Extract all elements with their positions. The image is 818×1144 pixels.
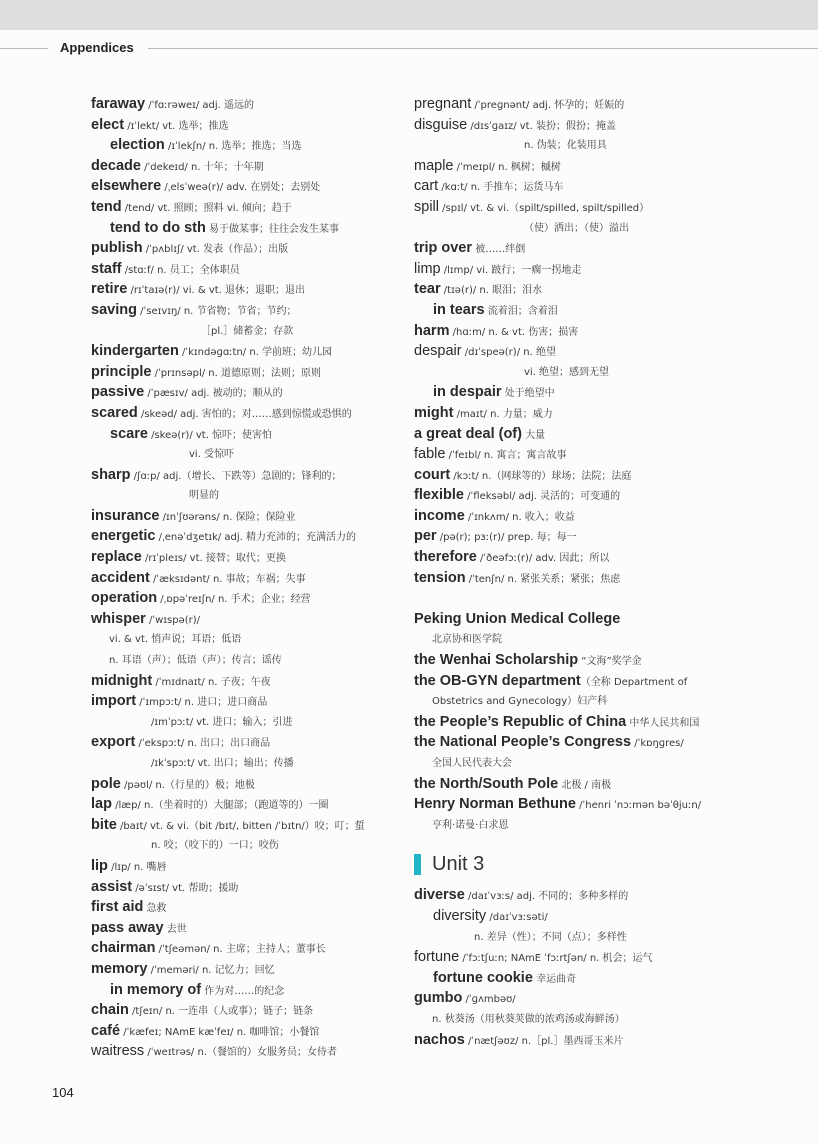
glossary-entry xyxy=(91,1021,411,1042)
glossary-entry xyxy=(414,176,744,197)
definition: /rɪˈpleɪs/ vt. 接替；取代；更换 xyxy=(141,553,286,565)
headword: staff xyxy=(91,260,122,277)
definition: /ˈɪnkʌm/ n. 收入；收益 xyxy=(464,511,575,523)
definition: /stɑːf/ n. 员工；全体职员 xyxy=(121,264,240,276)
glossary-entry xyxy=(414,609,744,630)
headword: tension xyxy=(414,569,466,586)
headword: despair xyxy=(414,343,462,360)
glossary-entry xyxy=(91,774,411,795)
definition: /kɔːt/ n.（网球等的）球场；法院；法庭 xyxy=(450,470,632,482)
glossary-entry xyxy=(414,526,744,547)
page-number: 104 xyxy=(52,1085,74,1100)
glossary-entry xyxy=(91,526,411,547)
definition: /ˈæksɪdənt/ n. 事故；车祸；失事 xyxy=(149,573,306,585)
glossary-entry xyxy=(91,1000,411,1021)
definition: /ˈðeəfɔː(r)/ adv. 因此；所以 xyxy=(476,553,610,565)
definition: 北京协和医学院 xyxy=(432,634,502,646)
definition: 大量 xyxy=(521,429,546,441)
headword: principle xyxy=(91,363,152,380)
unit-title: Unit 3 xyxy=(432,853,485,876)
glossary-entry xyxy=(414,927,744,948)
glossary-entry xyxy=(414,815,744,836)
glossary-entry xyxy=(414,156,744,177)
definition: /kɑːt/ n. 手推车；运货马车 xyxy=(438,182,564,194)
headword: maple xyxy=(414,157,454,174)
definition: 去世 xyxy=(163,923,187,935)
left-column xyxy=(91,94,411,1062)
definition: 急救 xyxy=(143,903,167,915)
glossary-entry xyxy=(414,885,744,906)
glossary-entry xyxy=(91,1041,411,1062)
header-rule-right xyxy=(148,48,818,49)
glossary-entry xyxy=(91,568,411,589)
glossary-entry xyxy=(414,671,744,692)
glossary-entry xyxy=(91,753,411,774)
glossary-entry xyxy=(414,1030,744,1051)
glossary-entry xyxy=(414,218,744,239)
definition: /dɪˈspeə(r)/ n. 绝望 xyxy=(461,347,556,359)
glossary-entry xyxy=(91,218,411,239)
definition: 作为对……的纪念 xyxy=(201,985,285,997)
glossary-entry xyxy=(414,691,744,712)
glossary-entry xyxy=(414,906,744,927)
glossary-entry xyxy=(414,115,744,136)
glossary-entry xyxy=(414,238,744,259)
glossary-entry xyxy=(414,629,744,650)
headword: gumbo xyxy=(414,990,463,1007)
definition: /ˌɒpəˈreɪʃn/ n. 手术；企业；经营 xyxy=(157,594,311,606)
definition: /ˈfleksəbl/ adj. 灵活的；可变通的 xyxy=(463,491,621,503)
headword: accident xyxy=(91,569,150,586)
definition: /ˈkɒŋɡres/ xyxy=(631,738,684,750)
headword: the North/South Pole xyxy=(414,775,559,792)
definition: /tɪə(r)/ n. 眼泪；泪水 xyxy=(440,285,543,297)
definition: /tend/ vt. 照顾；照料 vi. 倾向；趋于 xyxy=(121,202,292,214)
right-column xyxy=(414,94,744,1050)
spacer xyxy=(414,835,744,843)
headword: cart xyxy=(414,178,439,195)
glossary-entry xyxy=(91,712,411,733)
glossary-entry xyxy=(91,938,411,959)
definition: /ˈɪmpɔːt/ n. 进口；进口商品 xyxy=(136,697,268,709)
headword: decade xyxy=(91,157,141,174)
definition: /maɪt/ n. 力量；威力 xyxy=(453,408,553,420)
headword: pass away xyxy=(91,919,164,936)
glossary-entry xyxy=(91,94,411,115)
glossary-entry xyxy=(91,691,411,712)
definition: ［pl.］储蓄金；存款 xyxy=(201,325,294,337)
definition: /dɪsˈɡaɪz/ vt. 装扮；假扮；掩盖 xyxy=(467,120,616,132)
headword: chain xyxy=(91,1002,129,1019)
definition: /lɪmp/ vi. 跛行；一瘸一拐地走 xyxy=(440,264,582,276)
headword: diversity xyxy=(433,907,487,924)
headword: disguise xyxy=(414,116,468,133)
glossary-entry xyxy=(91,835,411,856)
glossary-entry xyxy=(91,506,411,527)
headword: Henry Norman Bethune xyxy=(414,796,576,813)
headword: energetic xyxy=(91,528,156,545)
definition: /ˈfeɪbl/ n. 寓言；寓言故事 xyxy=(445,450,567,462)
headword: Peking Union Medical College xyxy=(414,610,621,627)
glossary-entry xyxy=(91,444,411,465)
definition: /ˈhenri ˈnɔːmən bəˈθjuːn/ xyxy=(575,800,702,812)
headword: the Wenhai Scholarship xyxy=(414,652,579,669)
glossary-entry xyxy=(91,897,411,918)
headword: memory xyxy=(91,960,148,977)
glossary-entry xyxy=(414,774,744,795)
definition: “文海”奖学金 xyxy=(578,656,642,668)
glossary-entry xyxy=(414,506,744,527)
headword: the National People’s Congress xyxy=(414,734,632,751)
definition: 幸运曲奇 xyxy=(532,973,577,985)
glossary-entry xyxy=(414,424,744,445)
headword: fortune cookie xyxy=(433,969,533,986)
headword: whisper xyxy=(91,610,146,627)
glossary-entry xyxy=(91,547,411,568)
headword: retire xyxy=(91,281,128,298)
glossary-entry xyxy=(91,115,411,136)
definition: n. 耳语（声）；低语（声）；传言；谣传 xyxy=(109,655,282,667)
headword: elect xyxy=(91,116,125,133)
definition: /ˈfɔːtʃuːn; NAmE ˈfɔːrtʃən/ n. 机会；运气 xyxy=(459,953,653,965)
definition: /ˈdekeɪd/ n. 十年；十年期 xyxy=(140,161,264,173)
definition: /ˈseɪvɪŋ/ n. 节省物；节省；节约； xyxy=(136,305,297,317)
definition: /ˈtenʃn/ n. 紧张关系；紧张；焦虑 xyxy=(465,573,621,585)
glossary-entry xyxy=(414,650,744,671)
headword: lip xyxy=(91,857,108,874)
headword: elsewhere xyxy=(91,178,162,195)
definition: 北极 / 南极 xyxy=(558,779,612,791)
glossary-entry xyxy=(414,568,744,589)
headword: trip over xyxy=(414,240,473,257)
headword: import xyxy=(91,693,137,710)
definition: /skeə(r)/ vt. 惊吓；使害怕 xyxy=(147,429,273,441)
definition: /læp/ n.（坐着时的）大腿部；（跑道等的）一圈 xyxy=(111,800,329,812)
headword: scared xyxy=(91,404,138,421)
glossary-entry xyxy=(414,135,744,156)
definition: 明显的 xyxy=(189,490,219,502)
headword: harm xyxy=(414,322,450,339)
glossary-entry xyxy=(91,176,411,197)
definition: 亨利·诺曼·白求恩 xyxy=(432,819,509,831)
headword: sharp xyxy=(91,466,131,483)
glossary-entry xyxy=(414,362,744,383)
headword: fable xyxy=(414,446,446,463)
definition: /spɪl/ vt. & vi.（spilt/spilled, spilt/spilled） xyxy=(438,202,650,214)
glossary-entry xyxy=(91,382,411,403)
definition: /pə(r); pɜː(r)/ prep. 每；每一 xyxy=(436,532,577,544)
headword: replace xyxy=(91,549,142,566)
headword: income xyxy=(414,507,465,524)
headword: nachos xyxy=(414,1031,465,1048)
headword: spill xyxy=(414,198,439,215)
headword: in memory of xyxy=(110,981,202,998)
definition: n. 咬；（咬下的）一口；咬伤 xyxy=(151,840,279,852)
definition: /daɪˈvɜːsəti/ xyxy=(486,911,548,923)
definition: /ˈweɪtrəs/ n.（餐馆的）女服务员；女侍者 xyxy=(144,1047,337,1059)
glossary-entry xyxy=(91,362,411,383)
definition: /ˈmeɪpl/ n. 枫树；槭树 xyxy=(453,161,561,173)
definition: 流着泪；含着泪 xyxy=(484,305,558,317)
definition: /ˌelsˈweə(r)/ adv. 在别处；去别处 xyxy=(161,182,321,194)
headword: lap xyxy=(91,796,112,813)
headword: faraway xyxy=(91,96,146,112)
headword: per xyxy=(414,528,437,545)
headword: pregnant xyxy=(414,96,472,112)
top-bar xyxy=(0,0,818,30)
glossary-entry xyxy=(414,794,744,815)
definition: /ˈkæfeɪ; NAmE kæˈfeɪ/ n. 咖啡馆；小餐馆 xyxy=(120,1026,320,1038)
headword: export xyxy=(91,734,136,751)
glossary-entry xyxy=(91,424,411,445)
definition: /əˈsɪst/ vt. 帮助；援助 xyxy=(132,882,239,894)
headword: first aid xyxy=(91,899,144,916)
definition: /ˈprɪnsəpl/ n. 道德原则；法则；原则 xyxy=(151,367,321,379)
headword: therefore xyxy=(414,549,477,566)
headword: saving xyxy=(91,301,137,318)
glossary-entry xyxy=(91,877,411,898)
headword: pole xyxy=(91,775,121,792)
glossary-entry xyxy=(91,980,411,1001)
definition: /hɑːm/ n. & vt. 伤害；损害 xyxy=(449,326,579,338)
headword: might xyxy=(414,404,454,421)
definition: /rɪˈtaɪə(r)/ vi. & vt. 退休；退职；退出 xyxy=(127,285,306,297)
headword: limp xyxy=(414,260,441,277)
glossary-entry xyxy=(91,238,411,259)
definition: vi. 绝望；感到无望 xyxy=(524,366,610,378)
definition: 被……绊倒 xyxy=(472,244,526,256)
glossary-entry xyxy=(414,988,744,1009)
glossary-entry xyxy=(414,444,744,465)
glossary-entry xyxy=(91,856,411,877)
glossary-entry xyxy=(91,403,411,424)
definition: /daɪˈvɜːs/ adj. 不同的；多种多样的 xyxy=(464,891,629,903)
glossary-entry xyxy=(91,609,411,630)
spacer xyxy=(414,588,744,609)
unit-marker-bar xyxy=(414,854,421,875)
glossary-entry xyxy=(91,629,411,650)
definition: n. 秋葵汤（用秋葵荚做的浓鸡汤或海鲜汤） xyxy=(432,1013,625,1025)
glossary-entry xyxy=(91,321,411,342)
glossary-entry xyxy=(91,732,411,753)
definition: /ˈmeməri/ n. 记忆力；回忆 xyxy=(147,964,275,976)
glossary-entry xyxy=(414,403,744,424)
glossary-entry xyxy=(91,197,411,218)
definition: n. 伪装；化装用具 xyxy=(524,140,607,152)
definition: /ˈmɪdnaɪt/ n. 子夜；午夜 xyxy=(152,676,271,688)
definition: （全称 Department of xyxy=(580,676,688,688)
headword: tend to do sth xyxy=(110,219,206,236)
glossary-entry xyxy=(91,135,411,156)
headword: operation xyxy=(91,590,158,607)
definition: /ɪnˈʃʊərəns/ n. 保险；保险业 xyxy=(159,511,296,523)
glossary-entry xyxy=(91,815,411,836)
definition: /skeəd/ adj. 害怕的；对……感到惊慌或恐惧的 xyxy=(137,408,352,420)
definition: /tʃeɪn/ n. 一连串（人或事）；链子；链条 xyxy=(128,1006,314,1018)
glossary-entry xyxy=(414,465,744,486)
definition: /ɪˈlekt/ vt. 选举；推选 xyxy=(124,120,229,132)
glossary-entry xyxy=(414,485,744,506)
definition: /ˌenəˈdʒetɪk/ adj. 精力充沛的；充满活力的 xyxy=(155,532,357,544)
definition: n. 差异（性）；不同（点）；多样性 xyxy=(474,931,627,943)
definition: vi. & vt. 悄声说；耳语；低语 xyxy=(109,634,242,646)
headword: fortune xyxy=(414,949,460,966)
definition: /ˈnætʃəʊz/ n.［pl.］墨西哥玉米片 xyxy=(464,1035,624,1047)
headword: the OB-GYN department xyxy=(414,672,581,689)
section-title: Appendices xyxy=(60,40,134,55)
glossary-entry xyxy=(414,94,744,115)
glossary-entry xyxy=(91,588,411,609)
headword: court xyxy=(414,466,451,483)
headword: a great deal (of) xyxy=(414,425,522,442)
glossary-entry xyxy=(91,650,411,671)
glossary-entry xyxy=(91,918,411,939)
headword: diverse xyxy=(414,887,465,904)
headword: assist xyxy=(91,878,133,895)
definition: /ˈtʃeəmən/ n. 主席；主持人；董事长 xyxy=(155,944,326,956)
glossary-entry xyxy=(91,156,411,177)
glossary-entry xyxy=(414,197,744,218)
definition: /ɪmˈpɔːt/ vt. 进口；输入；引进 xyxy=(151,716,293,728)
definition: /lɪp/ n. 嘴唇 xyxy=(107,861,167,873)
definition: /pəʊl/ n.（行星的）极；地极 xyxy=(120,779,255,791)
glossary-entry xyxy=(91,465,411,486)
glossary-entry xyxy=(414,1009,744,1030)
definition: 处于绝望中 xyxy=(501,388,555,400)
definition: （使）洒出；（使）溢出 xyxy=(524,222,629,234)
glossary-entry xyxy=(414,341,744,362)
headword: tend xyxy=(91,198,122,215)
headword: midnight xyxy=(91,672,153,689)
unit-heading xyxy=(414,843,744,885)
headword: election xyxy=(110,137,165,154)
glossary-entry xyxy=(414,712,744,733)
definition: /ˈfɑːrəweɪ/ adj. 遥远的 xyxy=(145,100,255,111)
definition: Obstetrics and Gynecology）妇产科 xyxy=(432,696,608,708)
definition: /ˈwɪspə(r)/ xyxy=(145,614,200,626)
headword: publish xyxy=(91,240,143,257)
headword: scare xyxy=(110,425,148,442)
glossary-entry xyxy=(414,300,744,321)
glossary-entry xyxy=(414,279,744,300)
glossary-entry xyxy=(91,671,411,692)
glossary-entry xyxy=(91,959,411,980)
header-rule-left xyxy=(0,48,48,49)
definition: /ʃɑːp/ adj.（增长、下跌等）急剧的；锋利的； xyxy=(130,470,342,482)
glossary-entry xyxy=(414,968,744,989)
headword: the People’s Republic of China xyxy=(414,713,627,730)
glossary-entry xyxy=(91,485,411,506)
glossary-entry xyxy=(91,300,411,321)
glossary-entry xyxy=(91,279,411,300)
glossary-entry xyxy=(414,321,744,342)
headword: tear xyxy=(414,281,441,298)
glossary-entry xyxy=(414,732,744,753)
glossary-entry xyxy=(414,753,744,774)
glossary-entry xyxy=(414,259,744,280)
definition: vi. 受惊吓 xyxy=(189,449,235,461)
definition: /ɪˈlekʃn/ n. 选举；推选；当选 xyxy=(164,141,302,153)
definition: /ˈkɪndəɡɑːtn/ n. 学前班；幼儿园 xyxy=(178,347,333,359)
headword: in despair xyxy=(433,384,502,401)
definition: 易于做某事；往往会发生某事 xyxy=(205,223,340,235)
glossary-entry xyxy=(414,947,744,968)
definition: /baɪt/ vt. & vi.（bit /bɪt/, bitten /ˈbɪtn/）咬；叮；蜇 xyxy=(116,820,365,832)
headword: in tears xyxy=(433,301,485,318)
headword: chairman xyxy=(91,940,156,957)
headword: passive xyxy=(91,384,145,401)
headword: kindergarten xyxy=(91,343,179,360)
headword: bite xyxy=(91,816,117,833)
glossary-entry xyxy=(414,547,744,568)
glossary-entry xyxy=(414,382,744,403)
definition: 全国人民代表大会 xyxy=(432,758,512,769)
definition: /ˈpreɡnənt/ adj. 怀孕的；妊娠的 xyxy=(471,100,625,111)
headword: waitress xyxy=(91,1043,145,1060)
glossary-entry xyxy=(91,794,411,815)
headword: insurance xyxy=(91,507,160,524)
headword: flexible xyxy=(414,487,464,504)
headword: café xyxy=(91,1022,121,1039)
definition: /ɪkˈspɔːt/ vt. 出口；输出；传播 xyxy=(151,758,294,769)
definition: 中华人民共和国 xyxy=(626,717,700,729)
definition: /ˈpæsɪv/ adj. 被动的；顺从的 xyxy=(144,388,283,400)
glossary-entry xyxy=(91,341,411,362)
glossary-entry xyxy=(91,259,411,280)
definition: /ˈpʌblɪʃ/ vt. 发表（作品）；出版 xyxy=(142,244,289,256)
definition: /ˈɡʌmbəʊ/ xyxy=(462,994,516,1006)
definition: /ˈekspɔːt/ n. 出口；出口商品 xyxy=(135,738,271,750)
